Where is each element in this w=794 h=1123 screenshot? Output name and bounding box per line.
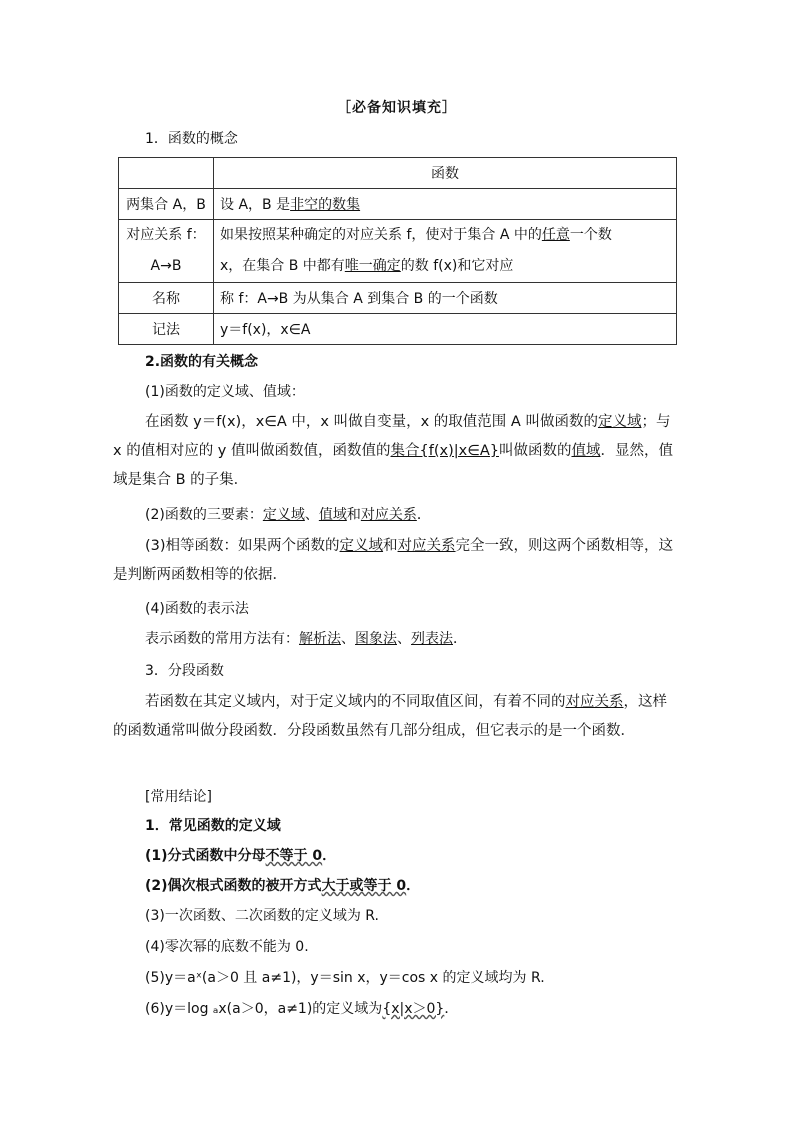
table-header-function: 函数 [214,158,677,189]
table-label: 记法 [119,314,214,345]
heading-function-concept: 1．函数的概念 [145,131,238,147]
paragraph-domain-range: 在函数 y＝f(x)，x∈A 中，x 叫做自变量，x 的取值范围 A 叫做函数的定义域；与 x 的值相对应的 y 值叫做函数值，函数值的集合{f(x)|x∈A}叫做函数的值域．显然，值域是集合 B 的子集． [113,414,673,488]
table-cell: 如果按照某种确定的对应关系 f，使对于集合 A 中的任意一个数 x，在集合 B 中都有唯一确定的数 f(x)和它对应 [214,220,677,283]
paragraph-equal-functions: (3)相等函数：如果两个函数的定义域和对应关系完全一致，则这两个函数相等，这是判断两函数相等的依据． [113,538,674,583]
conclusion-item: (3)一次函数、二次函数的定义域为 R. [145,908,379,924]
table-cell: y＝f(x)，x∈A [214,314,677,345]
table-label: 名称 [119,283,214,314]
blank-answer: 非空的数集 [290,197,361,213]
table-row [119,158,677,189]
blank-answer: 解析法 [299,631,341,647]
table-row [119,220,677,283]
blank-answer: 值域 [571,443,601,459]
section-banner: ［必备知识填充］ [337,100,457,116]
conclusion-item: (6)y＝log ₐx(a＞0，a≠1)的定义域为{x|x＞0}． [145,1001,459,1017]
table-row [119,314,677,345]
blank-answer: 对应关系 [397,538,456,554]
paragraph-piecewise: 若函数在其定义域内，对于定义域内的不同取值区间，有着不同的对应关系，这样的函数通常叫做分段函数．分段函数虽然有几部分组成，但它表示的是一个函数． [113,694,667,739]
blank-answer: 集合{f(x)|x∈A} [390,443,499,459]
conclusions-tag: [常用结论] [145,789,212,805]
conclusion-item: (2)偶次根式函数的被开方式大于或等于 0． [145,878,421,894]
blank-answer: 定义域 [262,507,305,523]
blank-answer: 大于或等于 0 [321,878,407,894]
paragraph-three-elements: (2)函数的三要素：定义域、值域和对应关系． [145,507,431,523]
table-row [119,189,677,220]
blank-answer: 对应关系 [360,507,417,523]
blank-answer: 列表法 [411,631,453,647]
conclusion-item: (1)分式函数中分母不等于 0． [145,848,337,864]
conclusion-item: (5)y＝aˣ(a＞0 且 a≠1)，y＝sin x，y＝cos x 的定义域均为 R. [145,970,545,986]
blank-answer: 任意 [541,227,570,243]
paragraph-representation: 表示函数的常用方法有：解析法、图象法、列表法． [145,631,467,647]
subheading-domain-range: (1)函数的定义域、值域： [145,384,305,400]
blank-answer: 定义域 [597,414,642,430]
blank-answer: 图象法 [355,631,397,647]
table-label: 两集合 A，B [119,189,214,220]
table-label: 对应关系 f： A→B [119,220,214,283]
heading-piecewise: 3．分段函数 [145,663,224,679]
table-cell: 设 A，B 是非空的数集 [214,189,677,220]
subheading-representation: (4)函数的表示法 [145,601,249,617]
table-cell: 称 f：A→B 为从集合 A 到集合 B 的一个函数 [214,283,677,314]
function-concept-table [118,157,677,345]
blank-answer: {x|x＞0} [382,1001,445,1017]
blank-answer: 唯一确定 [344,258,401,274]
heading-common-domains: 1．常见函数的定义域 [145,818,281,834]
blank-answer: 值域 [318,507,347,523]
blank-answer: 定义域 [339,538,384,554]
blank-answer: 对应关系 [565,694,624,710]
conclusion-item: (4)零次幂的底数不能为 0. [145,939,309,955]
heading-related-concepts: 2.函数的有关概念 [145,354,259,370]
table-row [119,283,677,314]
blank-answer: 不等于 0 [265,848,323,864]
